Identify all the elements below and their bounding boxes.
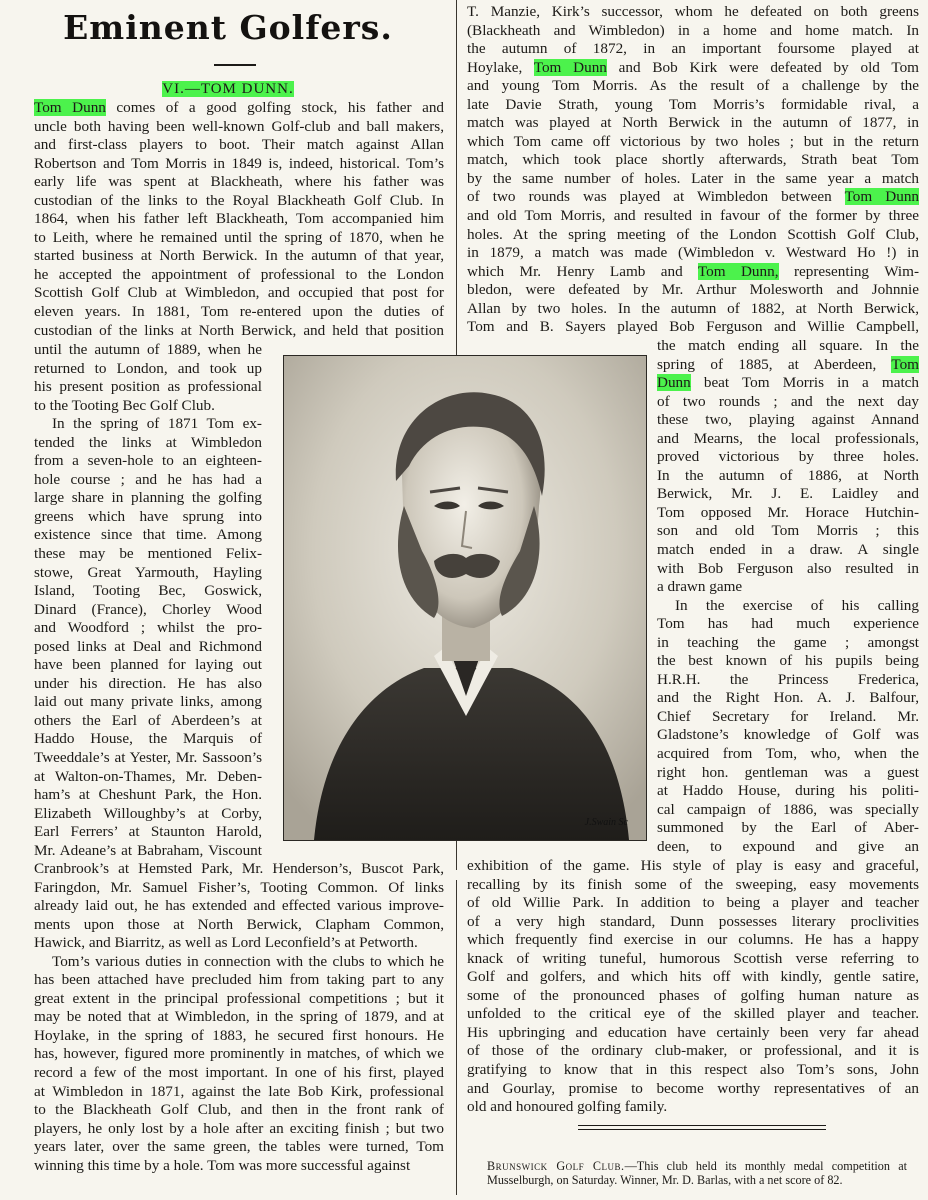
line-text: Robertson and Tom Morris in 1849 is, indeed, historical. Tom’s (34, 154, 444, 172)
line-text: ham’s at Cheshunt Park, the Hon. (34, 786, 262, 804)
line-text: Tom and B. Sayers played Bob Ferguson and Willie Campbell, (467, 318, 919, 336)
line-text: laid out many private links, among (34, 693, 262, 711)
subhead-highlight (162, 81, 293, 97)
right-narrow-line (657, 485, 919, 504)
line-text: holes. At the spring meeting of the London Scottish Golf Club, (467, 225, 919, 243)
right-narrow-line (657, 597, 919, 616)
line-text: custodian of the links to the Royal Blackheath Golf Club. In (34, 191, 444, 209)
left-bottom-line (34, 953, 444, 972)
right-narrow-line (657, 411, 919, 430)
right-top-line (467, 114, 919, 133)
line-text: Tom has had much experience (657, 615, 919, 633)
right-narrow-line (657, 578, 919, 597)
right-bottom-line (467, 1024, 919, 1043)
right-column-narrow (657, 337, 919, 856)
line-text: comes of a good golfing stock, his father and (105, 99, 445, 116)
line-text: the best known of his pupils being (657, 652, 919, 670)
line-text: H.R.H. the Princess Frederica, (657, 670, 919, 688)
right-bottom-line (467, 876, 919, 895)
right-bottom-line (467, 950, 919, 969)
right-narrow-line (657, 615, 919, 634)
line-text: bledon, were defeated by Mr. Arthur Molesworth and Johnnie (467, 281, 919, 299)
masthead-rule (214, 64, 256, 66)
line-text: stowe, Great Yarmouth, Hayling (34, 563, 262, 581)
left-narrow-line (34, 712, 262, 731)
line-text: knack of writing tuneful, humorous Scottish verse referring to (467, 949, 919, 967)
left-top-line (34, 136, 444, 155)
line-text: match was played at North Berwick in the autumn of 1877, in (467, 114, 919, 132)
line-text: others the Earl of Aberdeen’s at (34, 711, 262, 729)
right-top-line (467, 300, 919, 319)
line-text: Island, Tooting Bec, Goswick, (34, 582, 262, 600)
right-top-line (467, 40, 919, 59)
line-text: In the exercise of his calling (675, 596, 919, 614)
line-text: eleven years. In 1881, Tom re-entered upon the duties of (34, 303, 444, 321)
line-text: match ended in a draw. A single (657, 541, 919, 559)
left-narrow-line (34, 638, 262, 657)
line-text: and Bob Kirk were defeated by old Tom (606, 58, 919, 76)
line-text: already laid out, he has extended and effected various improve- (34, 897, 444, 915)
left-narrow-line (34, 564, 262, 583)
line-text: large share in planning the golfing (34, 489, 262, 507)
left-top-line (34, 192, 444, 211)
right-bottom-line (467, 857, 919, 876)
line-text: Faringdon, Mr. Samuel Fisher’s, Tooting Common. Of links (34, 878, 444, 896)
right-narrow-line (657, 652, 919, 671)
left-column-top (34, 99, 444, 340)
right-narrow-line (657, 430, 919, 449)
right-narrow-line (657, 819, 919, 838)
line-text: Hoylake, (467, 58, 534, 76)
right-narrow-line (657, 782, 919, 801)
left-narrow-line (34, 415, 262, 434)
engraver-signature: J.Swain Sc (584, 817, 628, 828)
right-bottom-line (467, 931, 919, 950)
line-text: of two rounds was played at Wimbledon between (467, 188, 845, 206)
right-bottom-line (467, 1042, 919, 1061)
right-narrow-line (657, 541, 919, 560)
highlighted-name: Tom Dunn (844, 188, 920, 206)
line-text: spring of 1885, at Aberdeen, (657, 355, 892, 373)
left-narrow-line (34, 693, 262, 712)
right-column-bottom (467, 857, 919, 1117)
portrait-illustration (284, 356, 646, 840)
right-narrow-line (657, 504, 919, 523)
left-bottom-line (34, 897, 444, 916)
line-text: and first-class players to boot. Their match against Allan (34, 136, 444, 154)
club-name: Brunswick Golf Club. (487, 1159, 625, 1173)
line-text: His upbringing and education have certainly been very far ahead (467, 1023, 919, 1041)
portrait-engraving (283, 355, 647, 841)
line-text: son and old Tom Morris ; this (657, 522, 919, 540)
right-top-line (467, 318, 919, 337)
left-top-line (34, 99, 444, 118)
line-text: In the autumn of 1886, at North (657, 466, 919, 484)
left-bottom-line (34, 1083, 444, 1102)
right-bottom-line (467, 1098, 919, 1117)
left-narrow-line (34, 601, 262, 620)
left-top-line (34, 303, 444, 322)
line-text: uncle both having been well-known Golf-club and ball makers, (34, 117, 444, 135)
line-text: by the same number of holes. Later in the same year a match (467, 169, 919, 187)
left-bottom-line (34, 1138, 444, 1157)
line-text: with Bob Ferguson also resulted in (657, 559, 919, 577)
highlighted-name: Tom Dunn (34, 99, 106, 116)
line-text: of old Willie Park. In addition to being a player and teacher (467, 894, 919, 912)
left-narrow-line (34, 452, 262, 471)
line-text: Cranbrook’s at Hemsted Park, Mr. Henderson’s, Buscot Park, (34, 860, 444, 877)
line-text: has been attached have precluded him from taking part to any (34, 971, 444, 989)
left-narrow-line (34, 786, 262, 805)
right-bottom-line (467, 1061, 919, 1080)
line-text: Scottish Golf Club at Wimbledon, and occupied that post for (34, 284, 444, 302)
line-text: at Walton-on-Thames, Mr. Deben- (34, 767, 262, 785)
line-text: to the Tooting Bec Golf Club. (34, 396, 215, 414)
left-narrow-line (34, 749, 262, 768)
line-text: record a few of the most important. In one of his first, played (34, 1064, 444, 1082)
line-text: to the Blackheath Golf Club, and then in the front rank of (34, 1101, 444, 1119)
line-text: Earl Ferrers’ at Staunton Harold, (34, 823, 262, 841)
line-text: acquired from Tom, who, when the (657, 745, 919, 763)
left-narrow-line (34, 805, 262, 824)
highlighted-name: Dunn (657, 374, 691, 392)
left-narrow-line (34, 489, 262, 508)
left-narrow-line (34, 730, 262, 749)
line-text: the match ending all square. In the (657, 337, 919, 354)
line-text: tended the links at Wimbledon (34, 433, 262, 451)
right-top-line (467, 96, 919, 115)
right-narrow-line (657, 522, 919, 541)
left-top-line (34, 266, 444, 285)
line-text: Golf and golfers, and which hits off with kindly, gentle satire, (467, 968, 919, 986)
line-text: In the spring of 1871 Tom ex- (52, 415, 262, 433)
left-narrow-line (34, 823, 262, 842)
line-text: Hoylake, in the spring of 1883, he secured first honours. He (34, 1026, 444, 1044)
right-top-line (467, 188, 919, 207)
left-bottom-line (34, 1120, 444, 1139)
club-notice-text: —This club held its monthly medal competition at Musselburgh, on Saturday. Winner, Mr. D. Barlas, with a net score of 82. (487, 1159, 907, 1188)
line-text: Tom’s various duties in connection with the clubs to which he (52, 952, 444, 970)
right-narrow-line (657, 671, 919, 690)
line-text: may be noted that at Wimbledon, in the spring of 1879, and at (34, 1008, 444, 1026)
left-bottom-line (34, 1045, 444, 1064)
right-bottom-line (467, 968, 919, 987)
line-text: late Davie Strath, young Tom Morris’s formidable rival, a (467, 95, 919, 113)
highlighted-name: Tom Dunn (533, 58, 607, 76)
left-top-line (34, 229, 444, 248)
right-top-line (467, 59, 919, 78)
line-text: and Mearns, the local professionals, (657, 429, 919, 447)
line-text: gratifying to know that in this respect also Tom’s sons, John (467, 1061, 919, 1079)
line-text: under his direction. He has also (34, 674, 262, 692)
line-text: old and honoured golfing family. (467, 1098, 668, 1116)
left-top-line (34, 173, 444, 192)
right-narrow-line (657, 448, 919, 467)
line-text: and the Right Hon. A. J. Balfour, (657, 689, 919, 707)
line-text: these two, playing against Annand (657, 411, 919, 429)
line-text: Elizabeth Willoughby’s at Corby, (34, 804, 262, 822)
right-top-line (467, 133, 919, 152)
line-text: which Mr. Henry Lamb and (467, 262, 698, 280)
left-narrow-line (34, 434, 262, 453)
left-narrow-line (34, 471, 262, 490)
line-text: posed links at Deal and Richmond (34, 637, 262, 655)
line-text: representing Wim- (778, 262, 920, 280)
line-text: Hawick, and Biarritz, as well as Lord Leconfield’s at Petworth. (34, 934, 418, 952)
highlighted-name: Tom (891, 355, 919, 373)
right-narrow-line (657, 356, 919, 375)
line-text: exhibition of the game. His style of play is easy and graceful, (467, 857, 919, 874)
right-narrow-line (657, 745, 919, 764)
right-narrow-line (657, 708, 919, 727)
line-text: Mr. Adeane’s at Babraham, Viscount (34, 841, 262, 859)
left-narrow-line (34, 341, 262, 360)
line-text: summoned by the Earl of Aber- (657, 819, 919, 837)
right-top-line (467, 207, 919, 226)
line-text: of those of the ordinary club-maker, or professional, and it is (467, 1042, 919, 1060)
subhead-name: TOM DUNN. (200, 81, 294, 97)
left-bottom-line (34, 1101, 444, 1120)
right-narrow-line (657, 560, 919, 579)
line-text: and young Tom Morris. As the result of a challenge by the (467, 77, 919, 95)
line-text: T. Manzie, Kirk’s successor, whom he defeated on both greens (467, 3, 919, 20)
right-top-line (467, 151, 919, 170)
line-text: some of the pronounced phases of golfing human nature as (467, 986, 919, 1004)
left-bottom-line (34, 1027, 444, 1046)
right-narrow-line (657, 838, 919, 857)
left-top-line (34, 322, 444, 341)
line-text: deen, to expound and give an (657, 837, 919, 855)
left-top-line (34, 284, 444, 303)
left-column-narrow (34, 341, 262, 860)
right-narrow-line (657, 726, 919, 745)
left-narrow-line (34, 360, 262, 379)
left-bottom-line (34, 971, 444, 990)
line-text: until the autumn of 1889, when he (34, 341, 262, 358)
left-narrow-line (34, 768, 262, 787)
right-narrow-line (657, 764, 919, 783)
masthead-title: Eminent Golfers. (63, 8, 393, 47)
left-narrow-line (34, 619, 262, 638)
right-bottom-line (467, 1005, 919, 1024)
line-text: and old Tom Morris, and resulted in favour of the former by three (467, 207, 919, 225)
right-bottom-line (467, 1080, 919, 1099)
right-narrow-line (657, 801, 919, 820)
line-text: Tweeddale’s at Yester, Mr. Sassoon’s (34, 749, 262, 767)
line-text: at Wimbledon in 1871, against the late Bob Kirk, professional (34, 1082, 444, 1100)
left-bottom-line (34, 990, 444, 1009)
line-text: at Haddo House, during his politi- (657, 782, 919, 800)
line-text: to Leith, where he remained until the spring of 1870, when he (34, 228, 444, 246)
line-text: in teaching the game ; amongst (657, 633, 919, 651)
line-text: which frequently find exercise in our columns. He has a happy (467, 931, 919, 949)
line-text: proved victorious by three holes. (657, 448, 919, 466)
subhead-number: VI.— (162, 81, 201, 97)
end-rule-top (578, 1125, 826, 1126)
right-narrow-line (657, 634, 919, 653)
right-bottom-line (467, 913, 919, 932)
line-text: Allan by two holes. In the autumn of 1882, at North Berwick, (467, 299, 919, 317)
line-text: has, however, figured more prominently in matches, of which we (34, 1045, 444, 1063)
line-text: years later, over the same green, the tables were turned, Tom (34, 1138, 444, 1156)
right-top-line (467, 281, 919, 300)
left-top-line (34, 155, 444, 174)
line-text: in 1879, a match was made (Wimbledon v. Westward Ho !) in (467, 244, 919, 262)
line-text: Tom opposed Mr. Horace Hutchin- (657, 503, 919, 521)
line-text: these may be mentioned Felix- (34, 545, 262, 563)
left-top-line (34, 210, 444, 229)
left-bottom-line (34, 916, 444, 935)
line-text: right hon. gentleman was a guest (657, 763, 919, 781)
right-narrow-line (657, 374, 919, 393)
left-bottom-line (34, 860, 444, 879)
right-bottom-line (467, 894, 919, 913)
line-text: the autumn of 1872, in an important foursome played at (467, 40, 919, 58)
right-top-line (467, 226, 919, 245)
right-top-line (467, 3, 919, 22)
line-text: match, which took place shortly afterwards, Strath beat Tom (467, 151, 919, 169)
left-narrow-line (34, 656, 262, 675)
line-text: Gladstone’s knowledge of Golf was (657, 726, 919, 744)
line-text: from a seven-hole to an eighteen- (34, 452, 262, 470)
line-text: returned to London, and took up (34, 359, 262, 377)
right-narrow-line (657, 393, 919, 412)
line-text: he accepted the appointment of professional to the London (34, 265, 444, 283)
line-text: Berwick, Mr. J. E. Laidley and (657, 485, 919, 503)
left-bottom-line (34, 934, 444, 953)
line-text: Haddo House, the Marquis of (34, 730, 262, 748)
left-bottom-line (34, 879, 444, 898)
left-narrow-line (34, 508, 262, 527)
line-text: have been planned for laying out (34, 656, 262, 674)
right-top-line (467, 244, 919, 263)
right-narrow-line (657, 689, 919, 708)
right-narrow-line (657, 467, 919, 486)
left-narrow-line (34, 545, 262, 564)
right-narrow-line (657, 337, 919, 356)
line-text: winning this time by a hole. Tom was more successful against (34, 1156, 411, 1174)
line-text: started business at North Berwick. In the autumn of that year, (34, 247, 444, 265)
line-text: beat Tom Morris in a match (690, 374, 919, 392)
left-narrow-line (34, 378, 262, 397)
column-divider-lower (456, 880, 457, 1195)
left-top-line (34, 118, 444, 137)
right-top-line (467, 170, 919, 189)
line-text: recalling by its finish some of the sweeping, easy movements (467, 875, 919, 893)
left-narrow-line (34, 675, 262, 694)
line-text: existence since that time. Among (34, 526, 262, 544)
left-bottom-line (34, 1157, 444, 1176)
article-subhead (0, 81, 456, 98)
line-text: unfolded to the critical eye of the skilled player and teacher. (467, 1005, 919, 1023)
left-bottom-line (34, 1064, 444, 1083)
line-text: early life was spent at Blackheath, where his father was (34, 173, 444, 191)
end-rule-bottom (578, 1129, 826, 1130)
left-narrow-line (34, 582, 262, 601)
left-bottom-line (34, 1008, 444, 1027)
line-text: of a very high standard, Dunn possesses literary proclivities (467, 912, 919, 930)
line-text: hole course ; and he has had a (34, 470, 262, 488)
right-column-top (467, 3, 919, 337)
line-text: 1864, when his father left Blackheath, Tom accompanied him (34, 210, 444, 228)
left-column-bottom (34, 860, 444, 1175)
left-top-line (34, 247, 444, 266)
right-top-line (467, 22, 919, 41)
right-bottom-line (467, 987, 919, 1006)
line-text: and Woodford ; whilst the pro- (34, 619, 262, 637)
line-text: custodian of the links at North Berwick, and held that position (34, 321, 444, 339)
right-top-line (467, 263, 919, 282)
line-text: and Gourlay, promise to become worthy representatives of an (467, 1079, 919, 1097)
line-text: Chief Secretary for Ireland. Mr. (657, 707, 919, 725)
left-narrow-line (34, 842, 262, 861)
line-text: of two rounds ; and the next day (657, 392, 919, 410)
line-text: greens which have sprung into (34, 507, 262, 525)
line-text: his present position as professional (34, 378, 262, 396)
line-text: great extent in the principal professional competitions ; but it (34, 989, 444, 1007)
line-text: cal campaign of 1886, was specially (657, 800, 919, 818)
left-narrow-line (34, 397, 262, 416)
line-text: (Blackheath and Wimbledon) in a home and home match. In (467, 21, 919, 39)
line-text: Dinard (France), Chorley Wood (34, 600, 262, 618)
club-notice (487, 1159, 907, 1187)
highlighted-name: Tom Dunn, (697, 262, 779, 280)
line-text: a drawn game (657, 578, 743, 596)
line-text: which Tom came off victorious by two holes ; but in the return (467, 132, 919, 150)
right-top-line (467, 77, 919, 96)
left-narrow-line (34, 526, 262, 545)
line-text: ments upon those at North Berwick, Clapham Common, (34, 915, 444, 933)
line-text: players, he only lost by a hole after an exciting finish ; but two (34, 1119, 444, 1137)
